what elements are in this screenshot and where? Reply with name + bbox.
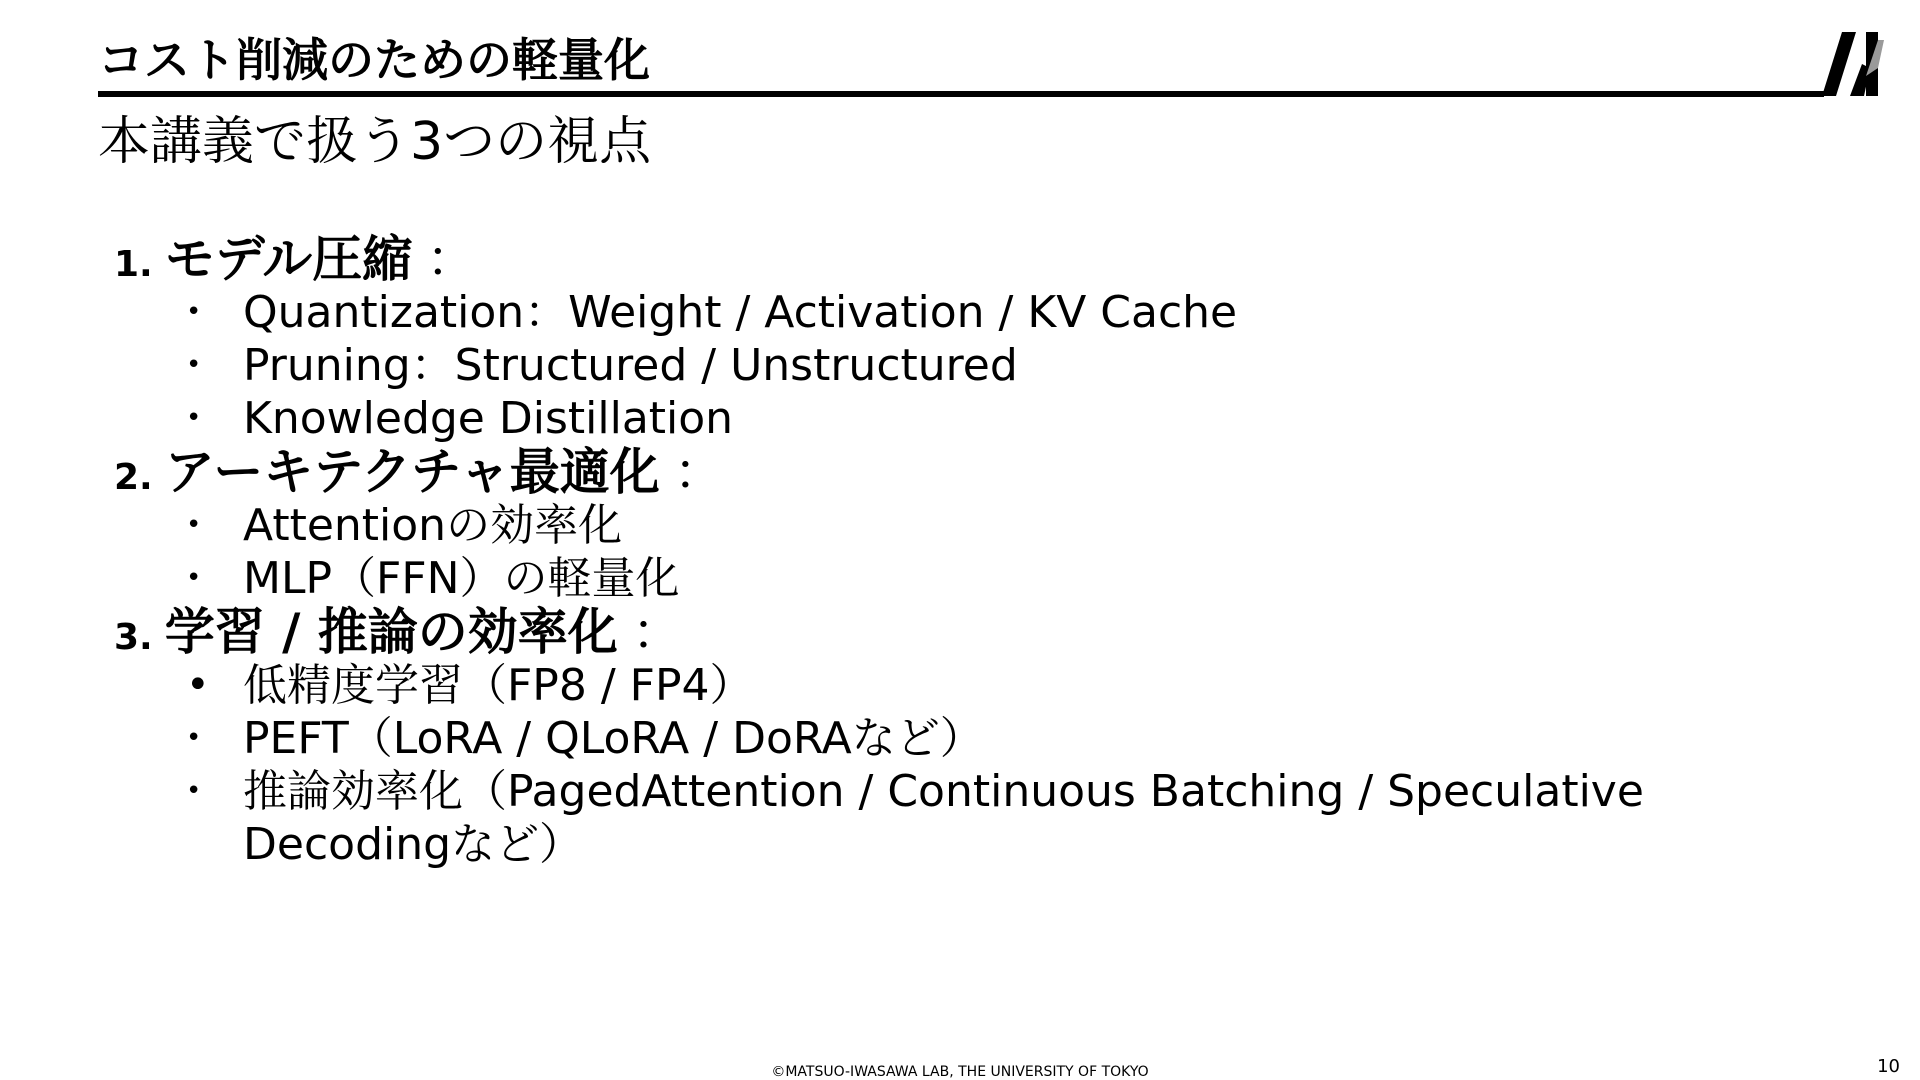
bullet-icon: • — [186, 776, 202, 806]
slide-subtitle: 本講義で扱う3つの視点 — [98, 112, 652, 172]
matsuo-lab-logo-icon — [1822, 28, 1892, 96]
list-item-text: Attentionの効率化 — [243, 500, 623, 551]
section-title: アーキテクチャ最適化 — [164, 443, 660, 501]
list-item-text: 低精度学習（FP8 / FP4） — [243, 660, 754, 711]
list-item-text: Knowledge Distillation — [243, 393, 734, 444]
list-item-text: MLP（FFN）の軽量化 — [243, 553, 680, 604]
section-heading — [114, 605, 1814, 659]
section-heading — [114, 445, 1814, 499]
bullet-icon: • — [186, 403, 202, 433]
bullet-list — [114, 499, 1814, 605]
section-title: 学習 / 推論の効率化 — [164, 603, 618, 661]
bullet-icon: • — [186, 510, 202, 540]
content-outline — [114, 232, 1814, 871]
section-title: モデル圧縮 — [164, 230, 413, 288]
bullet-icon: • — [186, 350, 202, 380]
section-heading — [114, 232, 1814, 286]
list-item-text: 推論効率化（PagedAttention / Continuous Batching / Speculative Decodingなど） — [243, 766, 1644, 870]
list-item-text: Pruning：Structured / Unstructured — [243, 340, 1018, 391]
list-item-text: PEFT（LoRA / QLoRA / DoRAなど） — [243, 713, 984, 764]
page-number: 10 — [1877, 1056, 1900, 1077]
title-divider — [98, 91, 1824, 97]
bullet-icon: • — [186, 563, 202, 593]
bullet-icon: • — [186, 662, 210, 708]
section-colon: ： — [631, 603, 682, 661]
section-number: 2. — [114, 457, 153, 498]
list-item-text: Quantization：Weight / Activation / KV Cache — [243, 287, 1238, 338]
bullet-icon: • — [186, 297, 202, 327]
section-number: 1. — [114, 244, 153, 285]
list-item — [114, 392, 1814, 445]
list-item — [114, 339, 1814, 392]
list-item — [114, 286, 1814, 339]
bullet-list — [114, 659, 1814, 871]
list-item — [114, 659, 1814, 712]
section-colon: ： — [673, 443, 724, 501]
list-item — [114, 712, 1814, 765]
footer-copyright: ©MATSUO-IWASAWA LAB, THE UNIVERSITY OF TOKYO — [771, 1064, 1149, 1080]
section-architecture-optimization — [114, 445, 1814, 605]
section-colon: ： — [426, 230, 477, 288]
list-item — [114, 552, 1814, 605]
slide-title: コスト削減のための軽量化 — [98, 33, 650, 87]
list-item — [114, 499, 1814, 552]
section-training-inference-efficiency — [114, 605, 1814, 871]
section-model-compression — [114, 232, 1814, 445]
section-number: 3. — [114, 617, 153, 658]
bullet-list — [114, 286, 1814, 445]
bullet-icon: • — [186, 723, 202, 753]
list-item — [114, 765, 1814, 871]
